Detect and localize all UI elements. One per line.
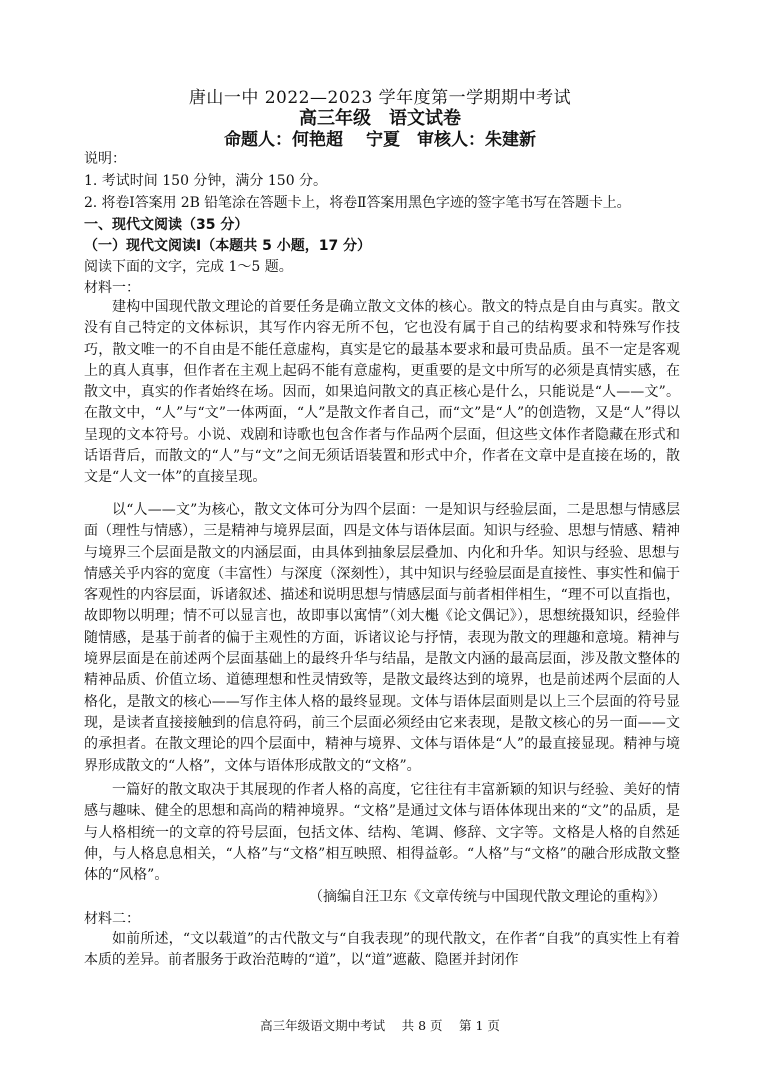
section-subheading: （一）现代文阅读Ⅰ（本题共 5 小题，17 分）	[84, 238, 372, 254]
exam-authors: 命题人：何艳超 宁夏 审核人：朱建新	[224, 130, 536, 150]
material-1-paragraph-1: 建构中国现代散文理论的首要任务是确立散文文体的核心。散文的特点是自由与真实。散文没有自己特定的文体标识，其写作内容无所不包，它也没有属于自己的结构要求和特殊写作技巧，散文唯一的不自由是不能任意虚构，真实是它的最基本要求和最可贵品质。虽不一定是客观上的真人真事，但作者在主观上起码不能有意虚构，更重要的是文中所写的必须是真情实感，在散文中，真实的作者始终在场。因而，如果追问散文的真正核心是什么，只能说是“人——文”。在散文中，“人”与“文”一体两面，“人”是散文作者自己，而“文”是“人”的创造物，又是“人”得以呈现的文本符号。小说、戏剧和诗歌也包含作者与作品两个层面，但这些文体作者隐藏在形式和话语背后，而散文的“人”与“文”之间无须话语装置和形式中介，作者在文章中是直接在场的，散文是“人文一体”的直接呈现。	[84, 299, 680, 486]
material-2-paragraph-1: 如前所述，“文以载道”的古代散文与“自我表现”的现代散文，在作者“自我”的真实性上有着本质的差异。前者服务于政治范畴的“道”，以“道”遮蔽、隐匿并封闭作	[84, 931, 680, 969]
reading-prompt: 阅读下面的文字，完成 1～5 题。	[84, 259, 293, 275]
section-heading: 一、现代文阅读（35 分）	[84, 217, 249, 233]
material-1-label: 材料一：	[84, 280, 140, 296]
page-footer: 高三年级语文期中考试 共 8 页 第 1 页	[260, 1018, 500, 1033]
exam-subtitle: 高三年级 语文试卷	[299, 108, 461, 129]
exam-title: 唐山一中 2022—2023 学年度第一学期期中考试	[188, 88, 572, 108]
instructions-label: 说明：	[84, 151, 126, 167]
instruction-item-2: 2. 将卷Ⅰ答案用 2B 铅笔涂在答题卡上，将卷Ⅱ答案用黑色字迹的签字笔书写在答题卡上。	[84, 195, 631, 211]
material-1-source: （摘编自汪卫东《文章传统与中国现代散文理论的重构》）	[309, 889, 666, 905]
material-1-paragraph-3: 一篇好的散文取决于其展现的作者人格的高度，它往往有丰富新颖的知识与经验、美好的情感与趣味、健全的思想和高尚的精神境界。“文格”是通过文体与语体体现出来的“文”的品质，是与人格相统一的文章的符号层面，包括文体、结构、笔调、修辞、文字等。文格是人格的自然延伸，与人格息息相关，“人格”与“文格”相互映照、相得益彰。“人格”与“文格”的融合形成散文整体的“风格”。	[84, 782, 680, 884]
instruction-item-1: 1. 考试时间 150 分钟，满分 150 分。	[84, 173, 328, 189]
material-2-label: 材料二：	[84, 911, 140, 927]
material-1-paragraph-2: 以“人——文”为核心，散文文体可分为四个层面：一是知识与经验层面，二是思想与情感层面（理性与情感），三是精神与境界层面，四是文体与语体层面。知识与经验、思想与情感、精神与境界三个层面是散文的内涵层面，由具体到抽象层层叠加、内化和升华。知识与经验、思想与情感关乎内容的宽度（丰富性）与深度（深刻性），其中知识与经验层面是直接性、事实性和偏于客观性的内容层面，诉诸叙述、描述和说明思想与情感层面与前者相伴相生，“理不可以直指也，故即物以明理；情不可以显言也，故即事以寓情”（刘大櫆《论文偶记》），思想统摄知识，经验伴随情感，是基于前者的偏于主观性的方面，诉诸议论与抒情，表现为散文的理趣和意境。精神与境界层面是在前述两个层面基础上的最终升华与结晶，是散文内涵的最高层面，涉及散文整体的精神品质、价值立场、道德理想和性灵情致等，是散文最终达到的境界，也是前述两个层面的人格化，是散文的核心——写作主体人格的最终显现。文体与语体层面则是以上三个层面的符号显现，是读者直接接触到的信息符码，前三个层面必须经由它来表现，是散文核心的另一面——文的承担者。在散文理论的四个层面中，精神与境界、文体与语体是“人”的最直接显现。精神与境界形成散文的“人格”，文体与语体形成散文的“文格”。	[84, 502, 680, 774]
